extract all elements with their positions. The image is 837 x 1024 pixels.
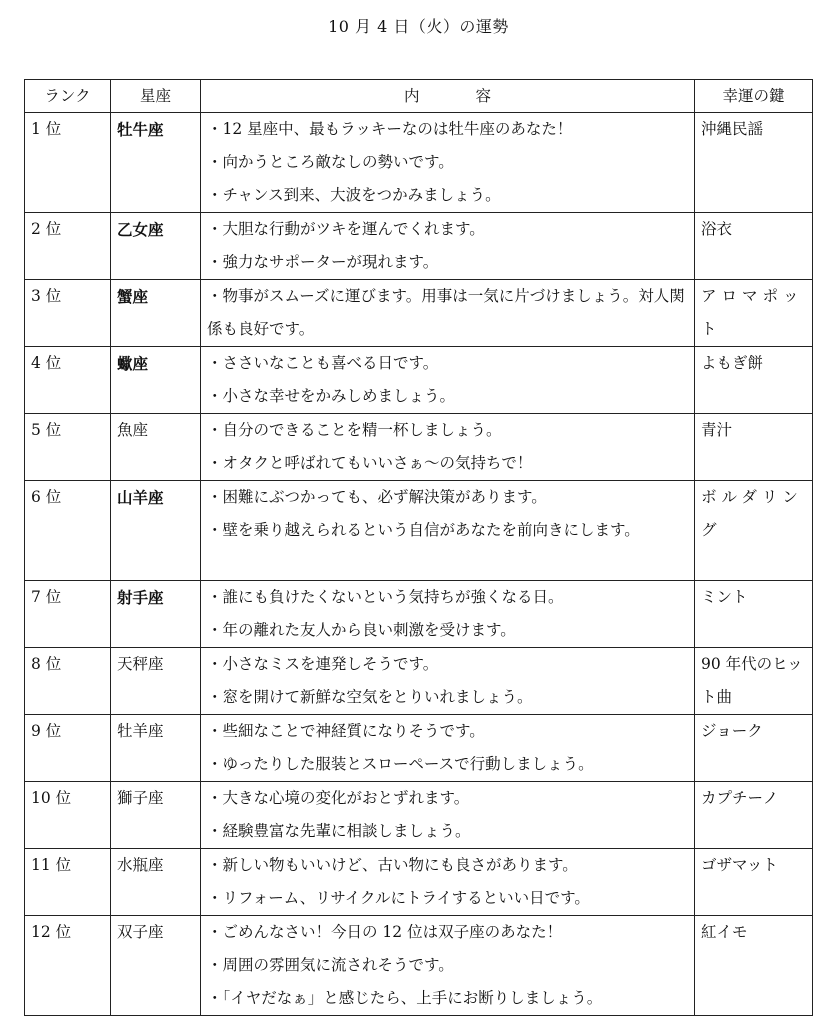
rank-cell: 8 位 xyxy=(25,648,111,715)
key-cell: 青汁 xyxy=(695,414,813,481)
sign-cell: 獅子座 xyxy=(111,782,201,849)
content-cell xyxy=(201,581,695,648)
header-rank: ランク xyxy=(25,80,111,113)
table-row xyxy=(25,414,813,481)
key-cell: 90 年代のヒット曲 xyxy=(695,648,813,715)
content-line: ・リフォーム、リサイクルにトライするといい日です。 xyxy=(207,889,590,907)
sign-cell: 牡羊座 xyxy=(111,715,201,782)
content-cell xyxy=(201,280,695,347)
key-cell: 沖縄民謡 xyxy=(695,113,813,213)
sign-cell: 天秤座 xyxy=(111,648,201,715)
table-row xyxy=(25,280,813,347)
table-row xyxy=(25,581,813,648)
content-line: ・窓を開けて新鮮な空気をとりいれましょう。 xyxy=(207,688,533,706)
header-key: 幸運の鍵 xyxy=(695,80,813,113)
table-row xyxy=(25,715,813,782)
content-line: ・誰にも負けたくないという気持ちが強くなる日。 xyxy=(207,588,564,606)
content-line: ・「イヤだなぁ」と感じたら、上手にお断りしましょう。 xyxy=(207,989,603,1007)
content-line: ・チャンス到来、大波をつかみましょう。 xyxy=(207,186,501,204)
rank-cell: 5 位 xyxy=(25,414,111,481)
content-line: ・小さなミスを連発しそうです。 xyxy=(207,655,439,673)
content-line: ・向かうところ敵なしの勢いです。 xyxy=(207,153,454,171)
content-cell xyxy=(201,213,695,280)
content-line: ・物事がスムーズに運びます。用事は一気に片づけましょう。対人関係も良好です。 xyxy=(207,287,685,338)
rank-cell: 7 位 xyxy=(25,581,111,648)
sign-cell: 牡牛座 xyxy=(111,113,201,213)
content-line: ・ささいなことも喜べる日です。 xyxy=(207,354,439,372)
table-row xyxy=(25,481,813,581)
sign-cell: 蟹座 xyxy=(111,280,201,347)
key-cell: 紅イモ xyxy=(695,916,813,1016)
rank-cell: 11 位 xyxy=(25,849,111,916)
content-line: ・些細なことで神経質になりそうです。 xyxy=(207,722,485,740)
content-cell xyxy=(201,481,695,581)
header-content xyxy=(201,80,695,113)
table-row xyxy=(25,213,813,280)
sign-cell: 蠍座 xyxy=(111,347,201,414)
key-cell: アロマポット xyxy=(695,280,813,347)
table-row xyxy=(25,782,813,849)
content-line: ・壁を乗り越えられるという自信があなたを前向きにします。 xyxy=(207,521,640,539)
content-cell xyxy=(201,782,695,849)
rank-cell: 2 位 xyxy=(25,213,111,280)
sign-cell: 乙女座 xyxy=(111,213,201,280)
sign-cell: 双子座 xyxy=(111,916,201,1016)
content-line: ・困難にぶつかっても、必ず解決策があります。 xyxy=(207,488,547,506)
sign-cell: 水瓶座 xyxy=(111,849,201,916)
key-cell: ゴザマット xyxy=(695,849,813,916)
rank-cell: 6 位 xyxy=(25,481,111,581)
rank-cell: 3 位 xyxy=(25,280,111,347)
page-title: 10 月 4 日（火）の運勢 xyxy=(328,17,509,36)
key-cell: ボルダリング xyxy=(695,481,813,581)
content-cell xyxy=(201,715,695,782)
table-row xyxy=(25,113,813,213)
table-row xyxy=(25,916,813,1016)
key-cell: カプチーノ xyxy=(695,782,813,849)
sign-cell: 射手座 xyxy=(111,581,201,648)
table-header-row xyxy=(25,80,813,113)
content-line: ・強力なサポーターが現れます。 xyxy=(207,253,439,271)
table-row xyxy=(25,648,813,715)
key-cell: ジョーク xyxy=(695,715,813,782)
table-row xyxy=(25,849,813,916)
content-cell xyxy=(201,648,695,715)
key-cell: 浴衣 xyxy=(695,213,813,280)
content-line: ・大きな心境の変化がおとずれます。 xyxy=(207,789,470,807)
content-line: ・自分のできることを精一杯しましょう。 xyxy=(207,421,502,439)
content-cell xyxy=(201,347,695,414)
key-cell: ミント xyxy=(695,581,813,648)
content-cell xyxy=(201,916,695,1016)
key-cell: よもぎ餅 xyxy=(695,347,813,414)
rank-cell: 12 位 xyxy=(25,916,111,1016)
table-row xyxy=(25,347,813,414)
header-content-a: 内 xyxy=(403,87,420,105)
content-line: ・オタクと呼ばれてもいいさぁ～の気持ちで！ xyxy=(207,454,533,472)
content-line: ・12 星座中、最もラッキーなのは牡牛座のあなた！ xyxy=(207,120,573,138)
content-line: ・小さな幸せをかみしめましょう。 xyxy=(207,387,456,405)
rank-cell: 4 位 xyxy=(25,347,111,414)
content-cell xyxy=(201,113,695,213)
content-cell xyxy=(201,849,695,916)
content-line: ・ごめんなさい！今日の 12 位は双子座のあなた！ xyxy=(207,923,563,941)
header-sign: 星座 xyxy=(111,80,201,113)
content-line: ・新しい物もいいけど、古い物にも良さがあります。 xyxy=(207,856,578,874)
content-line: ・年の離れた友人から良い刺激を受けます。 xyxy=(207,621,516,639)
content-cell xyxy=(201,414,695,481)
header-content-b: 容 xyxy=(475,87,492,105)
rank-cell: 9 位 xyxy=(25,715,111,782)
fortune-table xyxy=(24,79,813,1016)
content-line: ・ゆったりした服装とスローペースで行動しましょう。 xyxy=(207,755,594,773)
rank-cell: 10 位 xyxy=(25,782,111,849)
sign-cell: 魚座 xyxy=(111,414,201,481)
content-line: ・周囲の雰囲気に流されそうです。 xyxy=(207,956,454,974)
sign-cell: 山羊座 xyxy=(111,481,201,581)
rank-cell: 1 位 xyxy=(25,113,111,213)
content-line: ・大胆な行動がツキを運んでくれます。 xyxy=(207,220,485,238)
content-line: ・経験豊富な先輩に相談しましょう。 xyxy=(207,822,471,840)
